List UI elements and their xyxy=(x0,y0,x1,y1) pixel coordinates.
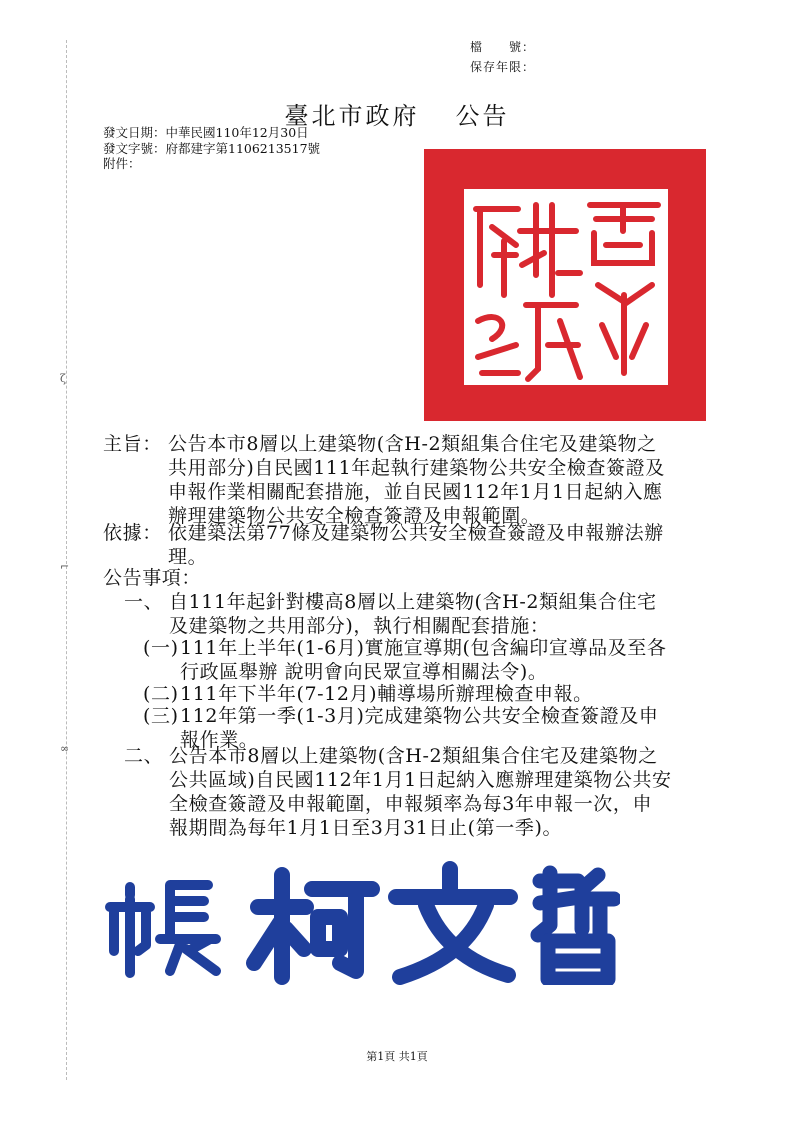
sub-item-2 xyxy=(143,682,723,706)
binding-mark: ∞ xyxy=(60,742,70,755)
sub-item-1 xyxy=(143,636,723,684)
basis-line: 理。 xyxy=(168,546,208,568)
document-meta xyxy=(103,125,320,172)
item-line: 全檢查簽證及申報範圍，申報頻率為每3年申報一次，申 xyxy=(169,793,653,815)
item-line: 自111年起針對樓高8層以上建築物(含H-2類組集合住宅 xyxy=(169,591,657,613)
item-line: 報期間為每年1月1日至3月31日止(第一季)。 xyxy=(169,817,563,839)
title-type: 公告 xyxy=(455,102,510,130)
basis-line: 依建築法第77條及建築物公共安全檢查簽證及申報辦法辦 xyxy=(168,522,664,544)
sub-item-line: 報作業。 xyxy=(180,729,259,751)
item-line: 公共區域)自民國112年1月1日起納入應辦理建築物公共安 xyxy=(169,769,672,791)
issue-date: 發文日期：中華民國110年12月30日 xyxy=(103,125,309,140)
sub-item-line: 行政區舉辦 說明會向民眾宣導相關法令)。 xyxy=(180,661,548,683)
official-seal-image xyxy=(420,145,710,425)
binding-mark: ⌐ xyxy=(60,560,70,573)
mayor-signature-stamp xyxy=(100,845,620,985)
basis-section xyxy=(103,521,723,569)
binding-mark: ζ xyxy=(60,372,66,385)
notice-item-1 xyxy=(124,590,724,638)
sub-item-number: (二) xyxy=(143,683,179,705)
sub-item-line: 111年下半年(7-12月)輔導場所辦理檢查申報。 xyxy=(180,683,593,705)
attachment: 附件： xyxy=(103,156,141,171)
file-info xyxy=(470,38,535,78)
subject-line: 申報作業相關配套措施，並自民國112年1月1日起納入應 xyxy=(168,481,663,503)
page-number: 第1頁 共1頁 xyxy=(366,1050,428,1063)
retention-label: 保存年限： xyxy=(470,60,536,74)
item-line: 及建築物之共用部分)，執行相關配套措施： xyxy=(169,615,550,637)
sub-item-number: (三) xyxy=(143,705,179,727)
subject-line: 公告本市8層以上建築物(含H-2類組集合住宅及建築物之 xyxy=(168,433,657,455)
notice-item-2 xyxy=(124,744,724,840)
subject-label: 主旨： xyxy=(103,433,162,455)
subject-line: 共用部分)自民國111年起執行建築物公共安全檢查簽證及 xyxy=(168,457,665,479)
sub-item-line: 111年上半年(1-6月)實施宣導期(包含編印宣導品及至各 xyxy=(180,637,667,659)
doc-number: 發文字號：府都建字第1106213517號 xyxy=(103,140,321,156)
subject-line: 辦理建築物公共安全檢查簽證及申報範圍。 xyxy=(168,505,541,527)
notice-label: 公告事項： xyxy=(103,567,202,589)
item-number: 一、 xyxy=(124,591,164,613)
item-line: 公告本市8層以上建築物(含H-2類組集合住宅及建築物之 xyxy=(169,745,658,767)
item-number: 二、 xyxy=(124,745,164,767)
sub-item-number: (一) xyxy=(143,637,179,659)
basis-label: 依據： xyxy=(103,522,162,544)
sub-item-line: 112年第一季(1-3月)完成建築物公共安全檢查簽證及申 xyxy=(180,705,659,727)
subject-section xyxy=(103,432,723,528)
file-number-label: 檔 號： xyxy=(470,40,536,54)
title-org: 臺北市政府 xyxy=(284,102,420,130)
